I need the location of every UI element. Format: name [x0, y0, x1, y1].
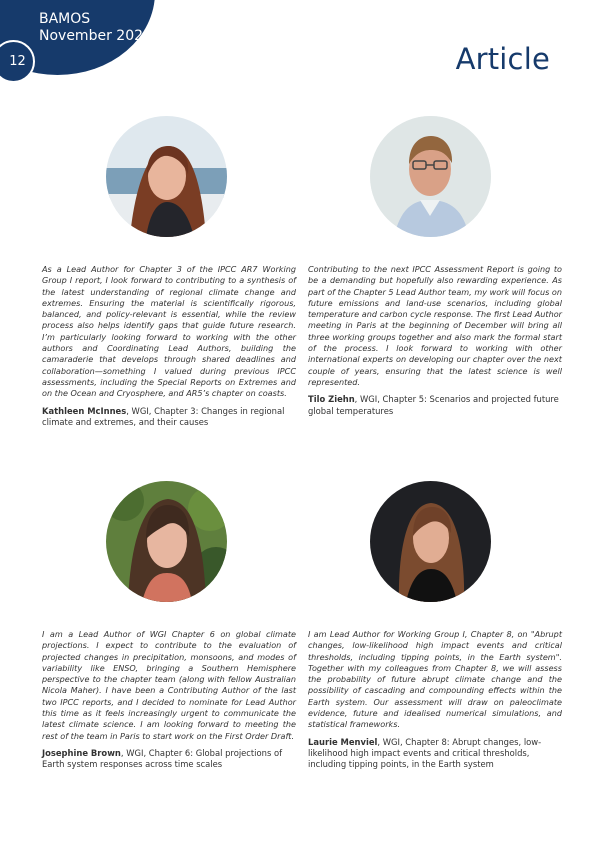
profile-block: [42, 264, 296, 428]
portrait-kathleen-mcinnes: [106, 116, 227, 237]
portrait-tilo-ziehn: [370, 116, 491, 237]
page-number: 12: [9, 54, 26, 69]
section-title: Article: [455, 42, 550, 76]
author-role: , WGI, Chapter 8: Abrupt changes, low-likelihood high impact events and critical thresholds, including tipping points, in the Earth system: [308, 736, 542, 770]
profile-credit: [308, 394, 562, 417]
profile-quote: I am a Lead Author of WGI Chapter 6 on global climate projections. I expect to contribute to the evaluation of projected changes in precipitation, monsoons, and modes of variability like ENSO, bringing a Southern Hemisphere perspective to the chapter team (along with fellow Australian Nicola Maher). I have been a Contributing Author of the last two IPCC reports, and I decided to nominate for Lead Author this time as it feels increasingly urgent to communicate the latest climate science. I am looking forward to meeting the rest of the team in Paris to start work on the First Order Draft.: [42, 629, 296, 741]
profile-credit: [308, 737, 562, 771]
profile-quote: Contributing to the next IPCC Assessment Report is going to be a demanding but hopefully also rewarding experience. As part of the Chapter 5 Lead Author team, my work will focus on future emissions and land-use scenarios, including global temperature and carbon cycle response. The first Lead Author meeting in Paris at the beginning of December will bring all three working groups together and also mark the formal start of the process. I look forward to working with other international experts on developing our chapter over the next couple of years, ensuring that the latest science is well represented.: [308, 264, 562, 387]
profile-quote: As a Lead Author for Chapter 3 of the IPCC AR7 Working Group I report, I look forward to contributing to a synthesis of the latest understanding of regional climate change and extremes. Ensuring the material is scientifically rigorous, balanced, and policy-relevant is essential, while the review process also helps identify gaps that guide future research. I’m particularly looking forward to working with the other authors and Coordinating Lead Authors, building the camaraderie that develops through shared deadlines and collaboration—something I valued during previous IPCC assessments, including the Special Reports on Extremes and on the Ocean and Cryosphere, and AR5’s chapter on coasts.: [42, 264, 296, 399]
profile-block: [308, 629, 562, 771]
publication-name: BAMOS: [39, 11, 91, 27]
issue-date: November 2025: [39, 28, 152, 44]
author-name: Josephine Brown: [42, 747, 121, 758]
author-name: Tilo Ziehn: [308, 394, 355, 405]
author-name: Kathleen McInnes: [42, 405, 127, 416]
profile-quote: I am Lead Author for Working Group I, Chapter 8, on "Abrupt changes, low-likelihood high impact events and critical thresholds, including tipping points, in the Earth system". Together with my colleagues from Chapter 8, we will assess the probability of future abrupt climate change and the possibility of cascading and compounding effects within the Earth system. Our assessment will draw on paleoclimate evidence, future and idealised numerical simulations, and statistical frameworks.: [308, 629, 562, 730]
portrait-josephine-brown: [106, 481, 227, 602]
profile-credit: [42, 406, 296, 429]
page-number-badge: [0, 40, 35, 83]
profile-block: [42, 629, 296, 771]
author-name: Laurie Menviel: [308, 736, 378, 747]
profile-credit: [42, 748, 296, 771]
author-role: , WGI, Chapter 5: Scenarios and projected future global temperatures: [308, 394, 559, 416]
author-role: , WGI, Chapter 3: Changes in regional climate and extremes, and their causes: [42, 405, 285, 427]
header-masthead: [39, 11, 152, 45]
profile-block: [308, 264, 562, 417]
author-role: , WGI, Chapter 6: Global projections of Earth system responses across time scales: [42, 747, 283, 770]
portrait-laurie-menviel: [370, 481, 491, 602]
